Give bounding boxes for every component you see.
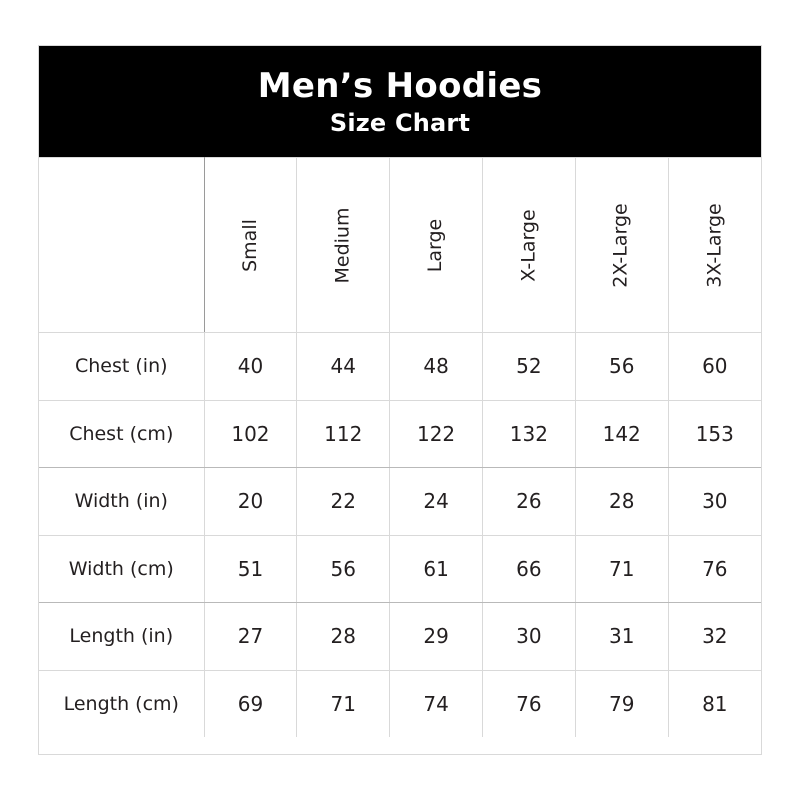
cell-length-cm-large: 74	[390, 670, 483, 737]
table-row	[39, 468, 761, 536]
cell-chest-cm-xlarge: 132	[482, 400, 575, 468]
chart-title: Men’s Hoodies	[257, 66, 543, 107]
cell-length-cm-medium: 71	[297, 670, 390, 737]
size-label-small: Small	[238, 218, 261, 272]
cell-chest-in-medium: 44	[297, 333, 390, 401]
cell-width-cm-xlarge: 66	[482, 535, 575, 603]
cell-chest-cm-small: 102	[204, 400, 297, 468]
cell-length-in-xlarge: 30	[482, 603, 575, 671]
size-label-2xlarge: 2X-Large	[610, 202, 633, 288]
cell-width-in-small: 20	[204, 468, 297, 536]
cell-chest-in-3xlarge: 60	[668, 333, 761, 401]
size-label-large: Large	[424, 218, 447, 272]
cell-chest-cm-2xlarge: 142	[575, 400, 668, 468]
cell-width-in-3xlarge: 30	[668, 468, 761, 536]
size-label-xlarge: X-Large	[517, 208, 540, 282]
size-header-2xlarge	[575, 158, 668, 333]
cell-width-in-2xlarge: 28	[575, 468, 668, 536]
cell-length-in-large: 29	[390, 603, 483, 671]
size-table	[39, 157, 761, 737]
cell-length-cm-small: 69	[204, 670, 297, 737]
cell-length-in-medium: 28	[297, 603, 390, 671]
cell-length-in-3xlarge: 32	[668, 603, 761, 671]
cell-chest-in-small: 40	[204, 333, 297, 401]
cell-chest-in-xlarge: 52	[482, 333, 575, 401]
row-label-chest-cm: Chest (cm)	[39, 400, 204, 468]
size-chart-card	[38, 45, 762, 755]
cell-width-in-large: 24	[390, 468, 483, 536]
table-row	[39, 535, 761, 603]
table-row	[39, 333, 761, 401]
row-label-chest-in: Chest (in)	[39, 333, 204, 401]
cell-length-in-small: 27	[204, 603, 297, 671]
row-label-length-cm: Length (cm)	[39, 670, 204, 737]
cell-chest-in-large: 48	[390, 333, 483, 401]
size-label-medium: Medium	[331, 207, 354, 283]
cell-width-cm-3xlarge: 76	[668, 535, 761, 603]
cell-chest-cm-3xlarge: 153	[668, 400, 761, 468]
size-label-3xlarge: 3X-Large	[703, 202, 726, 288]
row-label-width-cm: Width (cm)	[39, 535, 204, 603]
size-header-xlarge	[482, 158, 575, 333]
cell-length-in-2xlarge: 31	[575, 603, 668, 671]
row-label-length-in: Length (in)	[39, 603, 204, 671]
cell-width-cm-large: 61	[390, 535, 483, 603]
size-header-small	[204, 158, 297, 333]
cell-length-cm-2xlarge: 79	[575, 670, 668, 737]
cell-chest-cm-medium: 112	[297, 400, 390, 468]
table-row	[39, 603, 761, 671]
size-header-row	[39, 158, 761, 333]
row-label-width-in: Width (in)	[39, 468, 204, 536]
size-header-3xlarge	[668, 158, 761, 333]
size-header-large	[390, 158, 483, 333]
size-header-medium	[297, 158, 390, 333]
cell-width-cm-2xlarge: 71	[575, 535, 668, 603]
cell-length-cm-xlarge: 76	[482, 670, 575, 737]
corner-cell	[39, 158, 204, 333]
chart-header	[39, 46, 761, 157]
chart-subtitle: Size Chart	[329, 109, 471, 138]
cell-chest-in-2xlarge: 56	[575, 333, 668, 401]
cell-chest-cm-large: 122	[390, 400, 483, 468]
cell-length-cm-3xlarge: 81	[668, 670, 761, 737]
cell-width-cm-small: 51	[204, 535, 297, 603]
cell-width-in-medium: 22	[297, 468, 390, 536]
cell-width-in-xlarge: 26	[482, 468, 575, 536]
table-row	[39, 670, 761, 737]
table-row	[39, 400, 761, 468]
cell-width-cm-medium: 56	[297, 535, 390, 603]
